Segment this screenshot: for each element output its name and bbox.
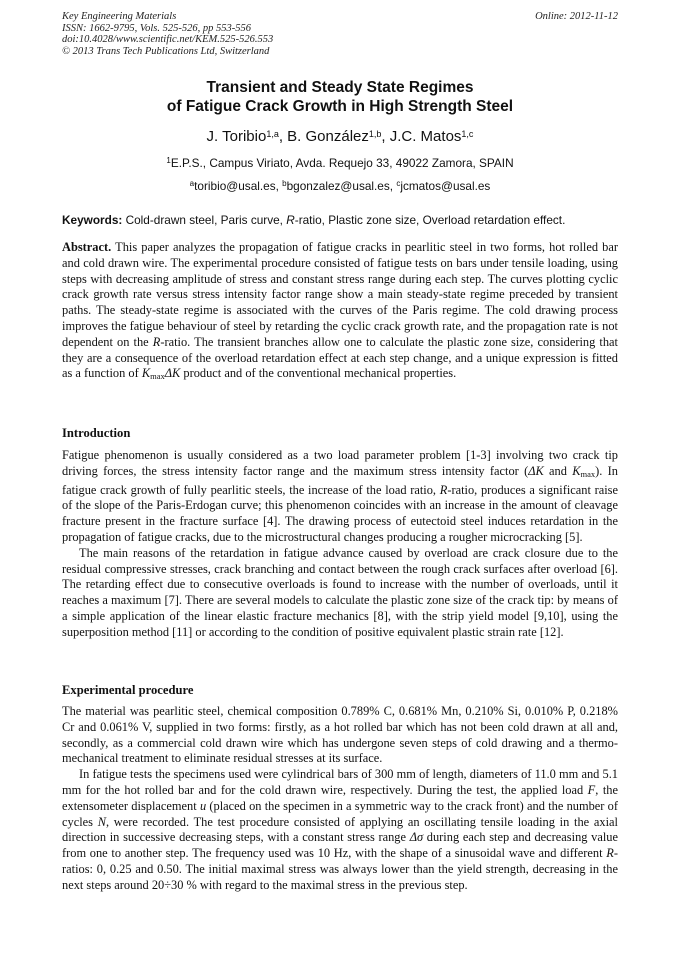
email-sup: a: [189, 179, 195, 188]
introduction-body: [62, 448, 618, 641]
keywords-text: Cold-drawn steel, Paris curve,: [122, 213, 287, 227]
email-address: jcmatos@usal.es: [400, 179, 491, 193]
paragraph: [62, 448, 618, 546]
email-address: toribio@usal.es,: [194, 179, 283, 193]
online-date: Online: 2012-11-12: [535, 11, 618, 22]
paragraph-text: In fatigue tests the specimens used were cylindrical bars of 300 mm of length, diameters of 11.0 mm and 5.1 mm for the hot rolled bar and for the cold drawn wire, respectively. During the test, the applied load: [62, 767, 618, 797]
paper-title: [62, 78, 618, 116]
paragraph-text: -ratio, produces a significant raise of the slope of the Paris-Erdogan curve; this phenomenon coincides with an increase in the amount of cleavage fracture present in the fracture surface [4]. The drawing process of eutectoid steel induces retardation in the propagation of fatigue cracks, due to the microstructural changes producing a rougher microcracking [5].: [62, 482, 618, 544]
section-heading-experimental: Experimental procedure: [62, 683, 194, 697]
author-list: [62, 128, 618, 146]
symbol: Δσ: [409, 830, 424, 845]
section-heading-introduction: Introduction: [62, 426, 131, 440]
issn-line: ISSN: 1662-9795, Vols. 525-526, pp 553-556: [62, 22, 251, 34]
paragraph-text: , the extensometer displacement: [62, 782, 618, 813]
abstract-text: -ratio. The transient branches allow one to calculate the plastic zone size, considering that they are a consequence of the overload retardation effect at each step change, and a unique expression is fitted as a function of: [62, 334, 618, 381]
affiliation-sup: 1: [166, 156, 171, 165]
copyright-line: © 2013 Trans Tech Publications Ltd, Switzerland: [62, 45, 270, 57]
symbol: u: [199, 798, 207, 813]
keywords-label: Keywords:: [62, 213, 123, 227]
doi-line: doi:10.4028/www.scientific.net/KEM.525-526.553: [62, 34, 274, 45]
keywords: [62, 213, 618, 227]
symbol: N: [97, 814, 106, 829]
email-sup: b: [282, 179, 287, 188]
paragraph: [62, 767, 618, 893]
paragraph: The main reasons of the retardation in fatigue advance caused by overload are crack closure due to the residual compressive stresses, crack branching and contact between the rough crack surfaces after overload [6]. The retarding effect due to consecutive overloads is found to increase with the number of overloads, until it reaches a maximum [7]. There are several models to calculate the plastic zone size of the crack tip: by means of a simple application of the linear elastic fracture mechanics [8], with the strip yield model [9,10], using the superposition method [11] or according to the condition of positive equivalent plastic strain rate [12].: [62, 545, 618, 639]
paragraph: The material was pearlitic steel, chemical composition 0.789% C, 0.681% Mn, 0.210% Si, 0.010% P, 0.218% Cr and 0.061% V, supplied in two forms: firstly, as a hot rolled bar which has not been cold drawn at all and, secondly, as a commercial cold drawn wire which has undergone seven steps of cold drawing and a thermo-mechanical treatment to eliminate residual stresses at its surface.: [62, 704, 618, 766]
paragraph-text: and: [543, 463, 573, 478]
abstract-symbol: K: [141, 366, 151, 381]
author-affil-sup: 1,a: [266, 129, 279, 139]
abstract: [62, 240, 618, 385]
author-name: , B. González: [278, 128, 369, 145]
journal-name: Key Engineering Materials: [62, 11, 177, 22]
paragraph-text: Fatigue phenomenon is usually considered as a two load parameter problem [1-3] involving two crack tip driving forces, the stress intensity factor range and the maximum stress intensity factor (: [62, 448, 618, 478]
abstract-label: Abstract.: [62, 240, 112, 254]
symbol: R: [439, 482, 448, 497]
author-name: J. Toribio: [206, 128, 267, 145]
author-affil-sup: 1,c: [461, 129, 474, 139]
email-sup: c: [396, 179, 401, 188]
paragraph-text: , were recorded. The test procedure consisted of applying an oscillating tensile loading in the axial direction in successive decreasing steps, with a constant stress range: [62, 814, 618, 845]
title-line-2: of Fatigue Crack Growth in High Strength Steel: [166, 98, 514, 115]
title-line-1: Transient and Steady State Regimes: [206, 79, 474, 96]
paragraph-text: -ratios: 0, 0.25 and 0.50. The initial maximal stress was always lower than the yield strength, decreasing in the next steps around 20÷30 % with regard to the maximal stress in the previous step.: [62, 846, 618, 892]
paragraph-text: ). In fatigue crack growth of fully pearlitic steels, the increase of the load ratio,: [62, 463, 618, 497]
abstract-symbol: ΔK: [164, 366, 181, 381]
paragraph-text: during each step and decreasing value from one to another step. The frequency used was 10 Hz, with the shape of a sinusoidal wave and different: [62, 830, 618, 861]
keywords-text: R: [286, 213, 295, 227]
keywords-text: -ratio, Plastic zone size, Overload retardation effect.: [294, 213, 566, 227]
abstract-subscript: max: [150, 371, 165, 382]
abstract-text: product and of the conventional mechanical properties.: [180, 366, 457, 381]
author-affil-sup: 1,b: [368, 129, 382, 139]
subscript: max: [580, 468, 596, 479]
affiliation-text: E.P.S., Campus Viriato, Avda. Requejo 33, 49022 Zamora, SPAIN: [170, 156, 514, 170]
symbol: F: [587, 782, 596, 797]
symbol: K: [572, 463, 581, 478]
symbol: ΔK: [528, 463, 544, 478]
experimental-body: [62, 704, 618, 894]
paragraph-text: (placed on the specimen in a symmetric way to the crack front) and the number of cycles: [62, 798, 619, 829]
author-name: , J.C. Matos: [381, 128, 462, 145]
abstract-text: This paper analyzes the propagation of fatigue cracks in pearlitic steel in two forms, hot rolled bar and cold drawn wire. The experimental procedure consisted of fatigue tests on bars under tensile loading, using steps with decreasing amplitude of stress and constant stress range during each step. The curves plotting cyclic crack growth rate versus stress intensity factor range show a main steady-state regime preceded by transient paths. The steady-state regime is associated with the curves of the Paris regime. The cold drawing process improves the fatigue behaviour of steel by retarding the cyclic crack growth rate, and the propagation rate is not dependent on the: [62, 240, 618, 349]
abstract-text: R: [152, 334, 161, 349]
email-address: bgonzalez@usal.es,: [286, 179, 397, 193]
email-list: [62, 179, 618, 193]
running-header: [62, 11, 618, 57]
affiliation: [62, 156, 618, 170]
symbol: R: [606, 846, 614, 861]
